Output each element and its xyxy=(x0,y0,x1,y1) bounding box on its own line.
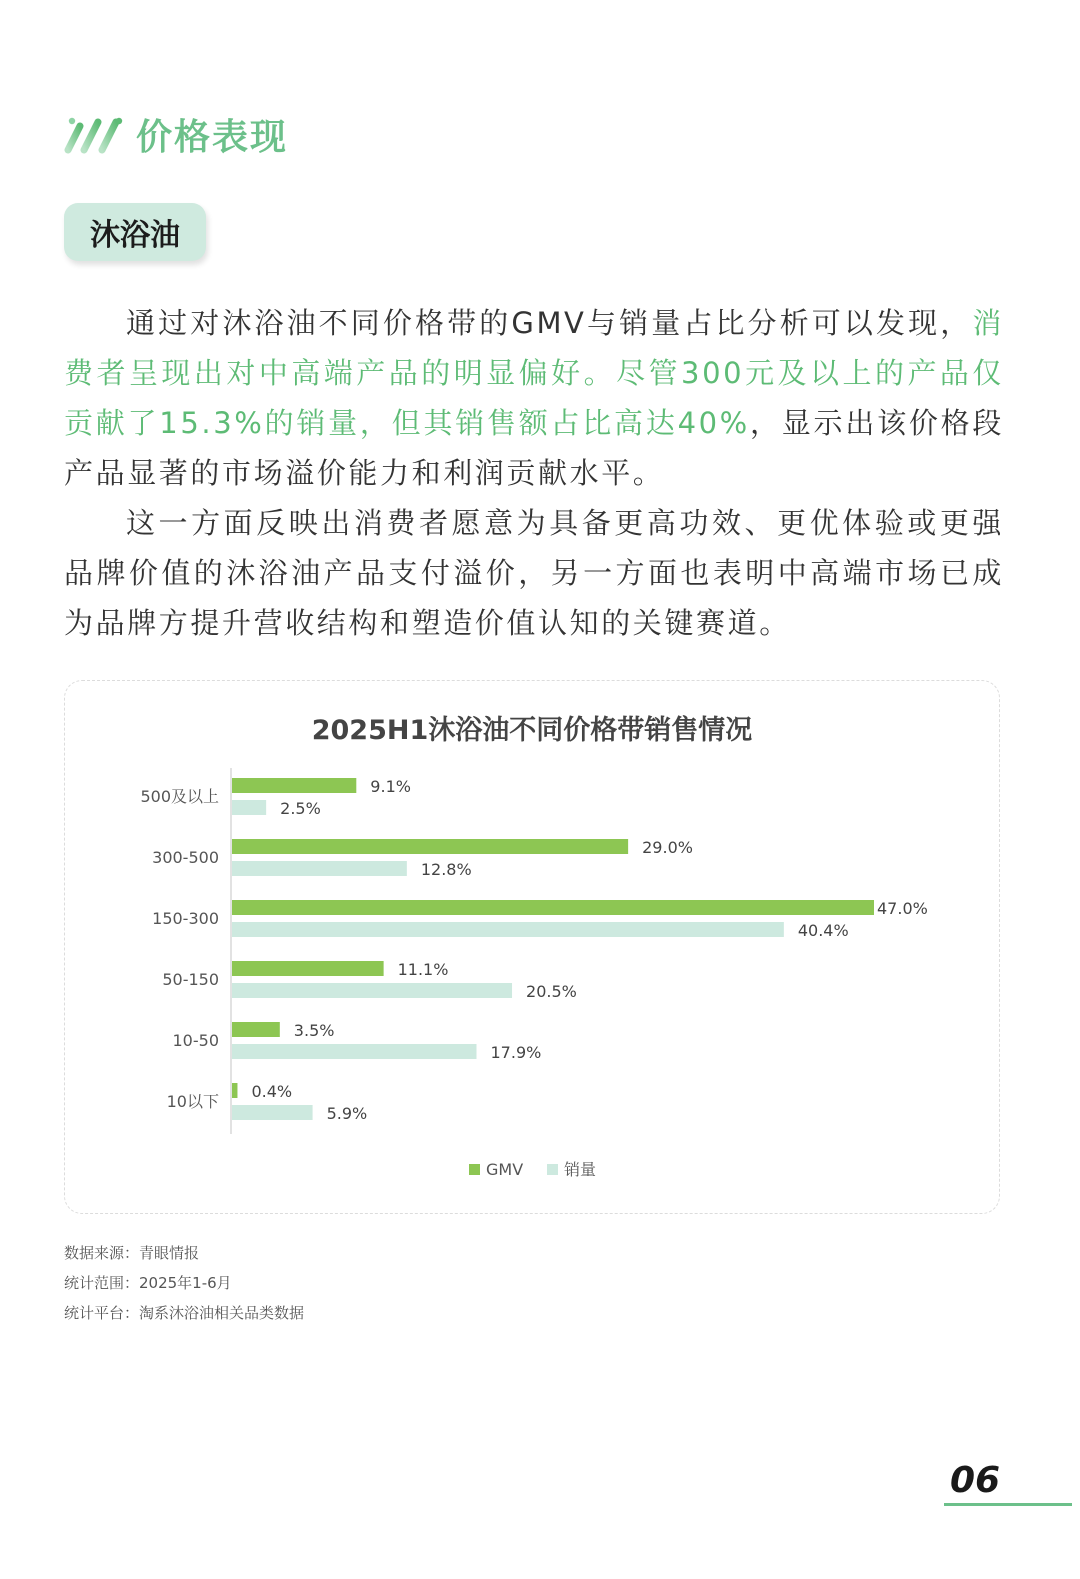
data-label: 47.0% xyxy=(877,899,928,918)
data-label: 17.9% xyxy=(490,1043,542,1062)
data-label: 11.1% xyxy=(397,960,449,979)
bar-volume xyxy=(232,1105,313,1120)
category-label: 50-150 xyxy=(162,970,219,989)
category-label: 10以下 xyxy=(166,1092,219,1111)
data-label: 20.5% xyxy=(526,982,577,1001)
paragraph-1-highlight: 消费者呈现出对中高端产品的明显偏好。尽管300元及以上的产品仅贡献了15.3%的销量，但其销售额占比高达40% xyxy=(64,306,1004,440)
bar-volume xyxy=(232,922,784,937)
data-label: 40.4% xyxy=(797,921,849,940)
page-number: 06 xyxy=(950,1460,1001,1501)
paragraph-2: 这一方面反映出消费者愿意为具备更高功效、更优体验或更强品牌价值的沐浴油产品支付溢价，另一方面也表明中高端市场已成为品牌方提升营收结构和塑造价值认知的关键赛道。 xyxy=(64,506,1004,640)
paragraph-1-ending: ，显示出该价格段产品显著的市场溢价能力和利润贡献水平。 xyxy=(64,406,1004,490)
bar-gmv xyxy=(232,1083,237,1098)
data-label: 9.1% xyxy=(370,777,411,796)
bar-gmv xyxy=(232,1022,280,1037)
bar-gmv xyxy=(232,778,356,793)
bar-volume xyxy=(232,1044,477,1059)
category-label: 500及以上 xyxy=(140,787,219,806)
category-label: 150-300 xyxy=(152,909,219,928)
category-label: 300-500 xyxy=(152,848,219,867)
bar-gmv xyxy=(232,900,874,915)
data-label: 3.5% xyxy=(293,1021,335,1040)
legend-label: GMV xyxy=(486,1160,524,1179)
paragraph-1-intro: 通过对沐浴油不同价格带的GMV与销量占比分析可以发现， xyxy=(126,306,973,340)
data-label: 12.8% xyxy=(420,860,472,879)
stripes-logo-icon xyxy=(64,112,124,156)
section-title: 价格表现 xyxy=(136,116,289,158)
source-line: 数据来源：青眼情报 xyxy=(64,1244,200,1262)
bar-gmv xyxy=(232,961,384,976)
data-label: 29.0% xyxy=(642,838,693,857)
bar-volume xyxy=(232,861,407,876)
paragraph-1 xyxy=(64,298,1004,498)
bar-volume xyxy=(232,800,266,815)
data-label: 2.5% xyxy=(280,799,321,818)
category-label: 10-50 xyxy=(172,1031,219,1050)
legend-swatch-volume xyxy=(547,1164,558,1175)
page-number-underline xyxy=(944,1503,1072,1506)
data-label: 5.9% xyxy=(326,1104,368,1123)
bar-gmv xyxy=(232,839,628,854)
legend-label: 销量 xyxy=(564,1160,597,1179)
legend-swatch-gmv xyxy=(469,1164,480,1175)
range-line: 统计范围：2025年1-6月 xyxy=(64,1274,232,1292)
chart-title: 2025H1沐浴油不同价格带销售情况 xyxy=(311,715,753,746)
source-notes xyxy=(64,1238,304,1328)
platform-line: 统计平台：淘系沐浴油相关品类数据 xyxy=(64,1304,305,1322)
data-label: 0.4% xyxy=(251,1082,293,1101)
section-header xyxy=(64,108,288,160)
bar-volume xyxy=(232,983,512,998)
bar-chart xyxy=(64,760,1000,1200)
body-text xyxy=(64,298,1004,648)
category-tag: 沐浴油 xyxy=(64,203,206,261)
